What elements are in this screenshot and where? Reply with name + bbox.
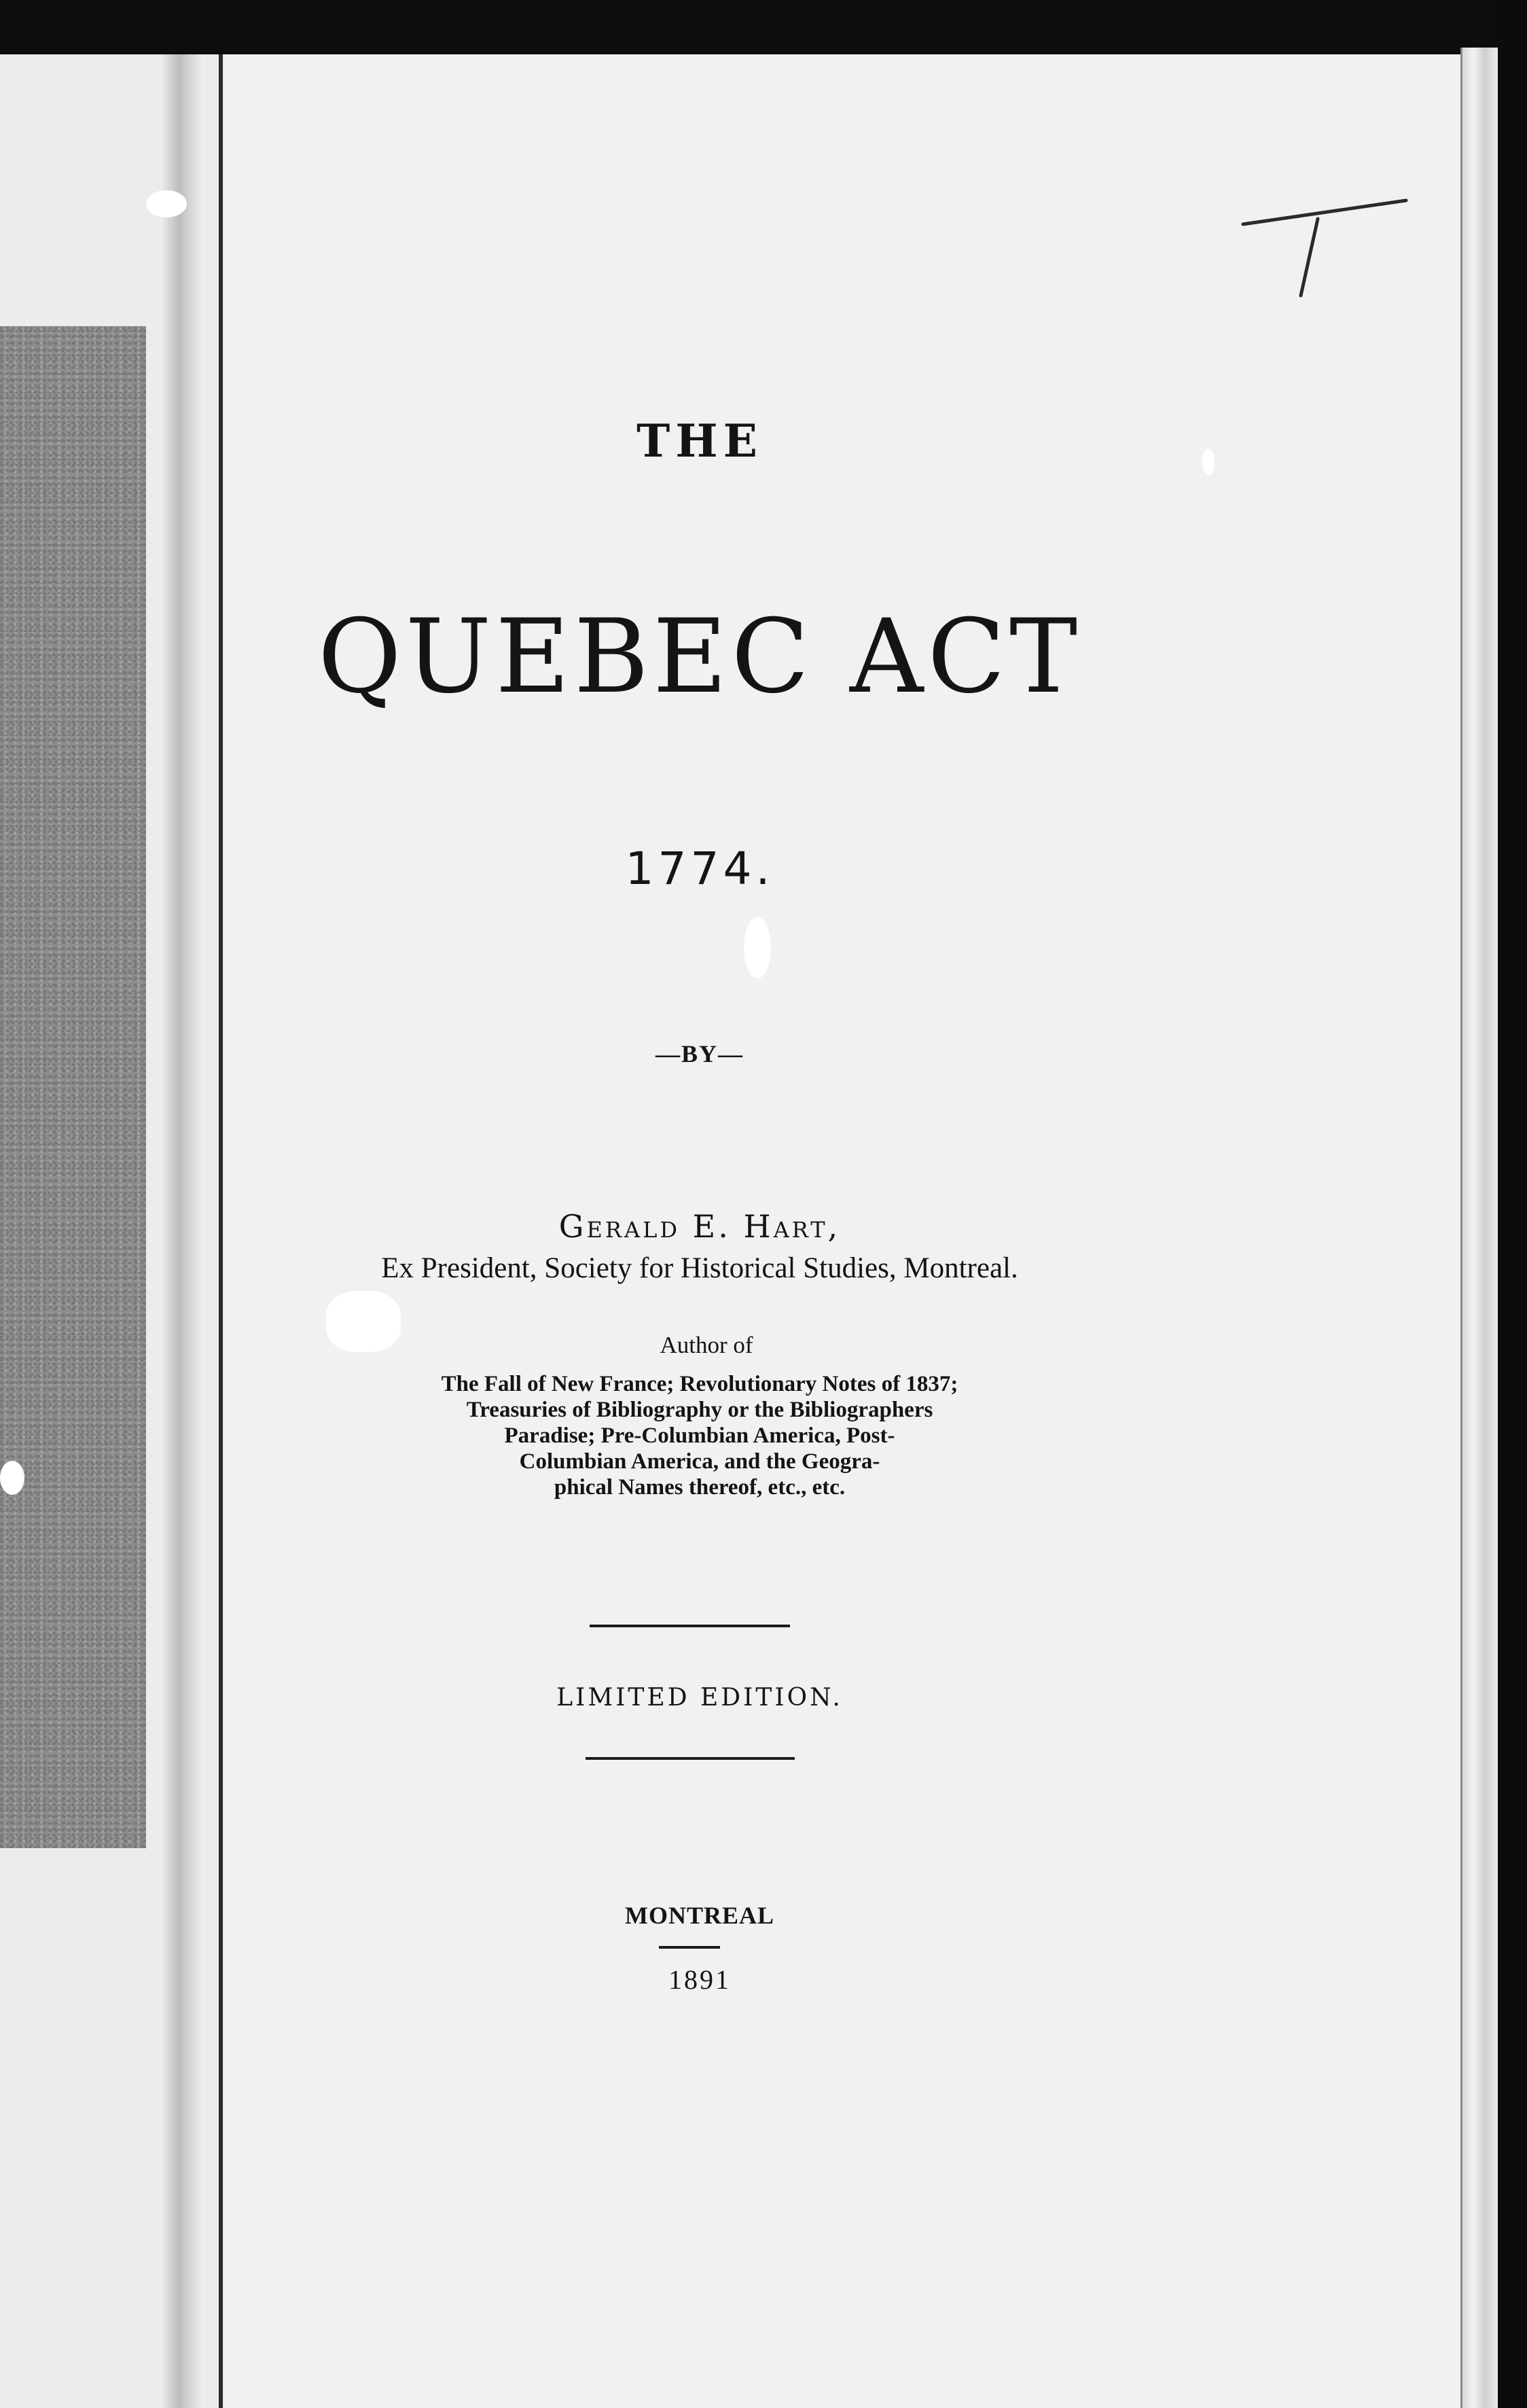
title-year: 1774. <box>625 843 774 895</box>
author-of-label: Author of <box>660 1332 753 1358</box>
divider-rule <box>586 1757 795 1760</box>
works-line: Columbian America, and the Geogra- <box>519 1449 880 1474</box>
scan-speck <box>0 1461 24 1495</box>
author-works <box>387 1371 1012 1500</box>
scan-speck <box>146 190 187 217</box>
scan-border-right <box>1498 0 1527 2408</box>
imprint-date: 1891 <box>668 1964 731 1995</box>
scan-speck <box>326 1291 401 1352</box>
works-line: The Fall of New France; Revolutionary Notes of 1837; <box>441 1372 958 1396</box>
scan-speck <box>744 917 771 978</box>
divider-rule <box>590 1625 790 1627</box>
book-title: QUEBEC ACT <box>317 598 1082 716</box>
pencil-mark <box>1236 183 1413 306</box>
works-line: phical Names thereof, etc., etc. <box>554 1475 846 1500</box>
title-article: THE <box>636 414 763 467</box>
edition-note: LIMITED EDITION. <box>556 1684 843 1712</box>
scan-speck <box>1202 448 1215 476</box>
works-line: Paradise; Pre-Columbian America, Post- <box>504 1423 895 1448</box>
page-edge <box>1460 48 1500 2408</box>
book-gutter <box>163 54 204 2408</box>
author-name: Gerald E. Hart, <box>558 1208 841 1245</box>
gutter-line <box>219 54 223 2408</box>
imprint-place: MONTREAL <box>624 1902 774 1929</box>
facing-page-plate <box>0 326 146 1848</box>
divider-rule <box>659 1946 720 1949</box>
scan-border-top <box>0 0 1527 61</box>
byline: —BY— <box>655 1040 744 1067</box>
author-role: Ex President, Society for Historical Studies, Montreal. <box>381 1252 1018 1284</box>
works-line: Treasuries of Bibliography or the Bibliographers <box>466 1398 933 1422</box>
